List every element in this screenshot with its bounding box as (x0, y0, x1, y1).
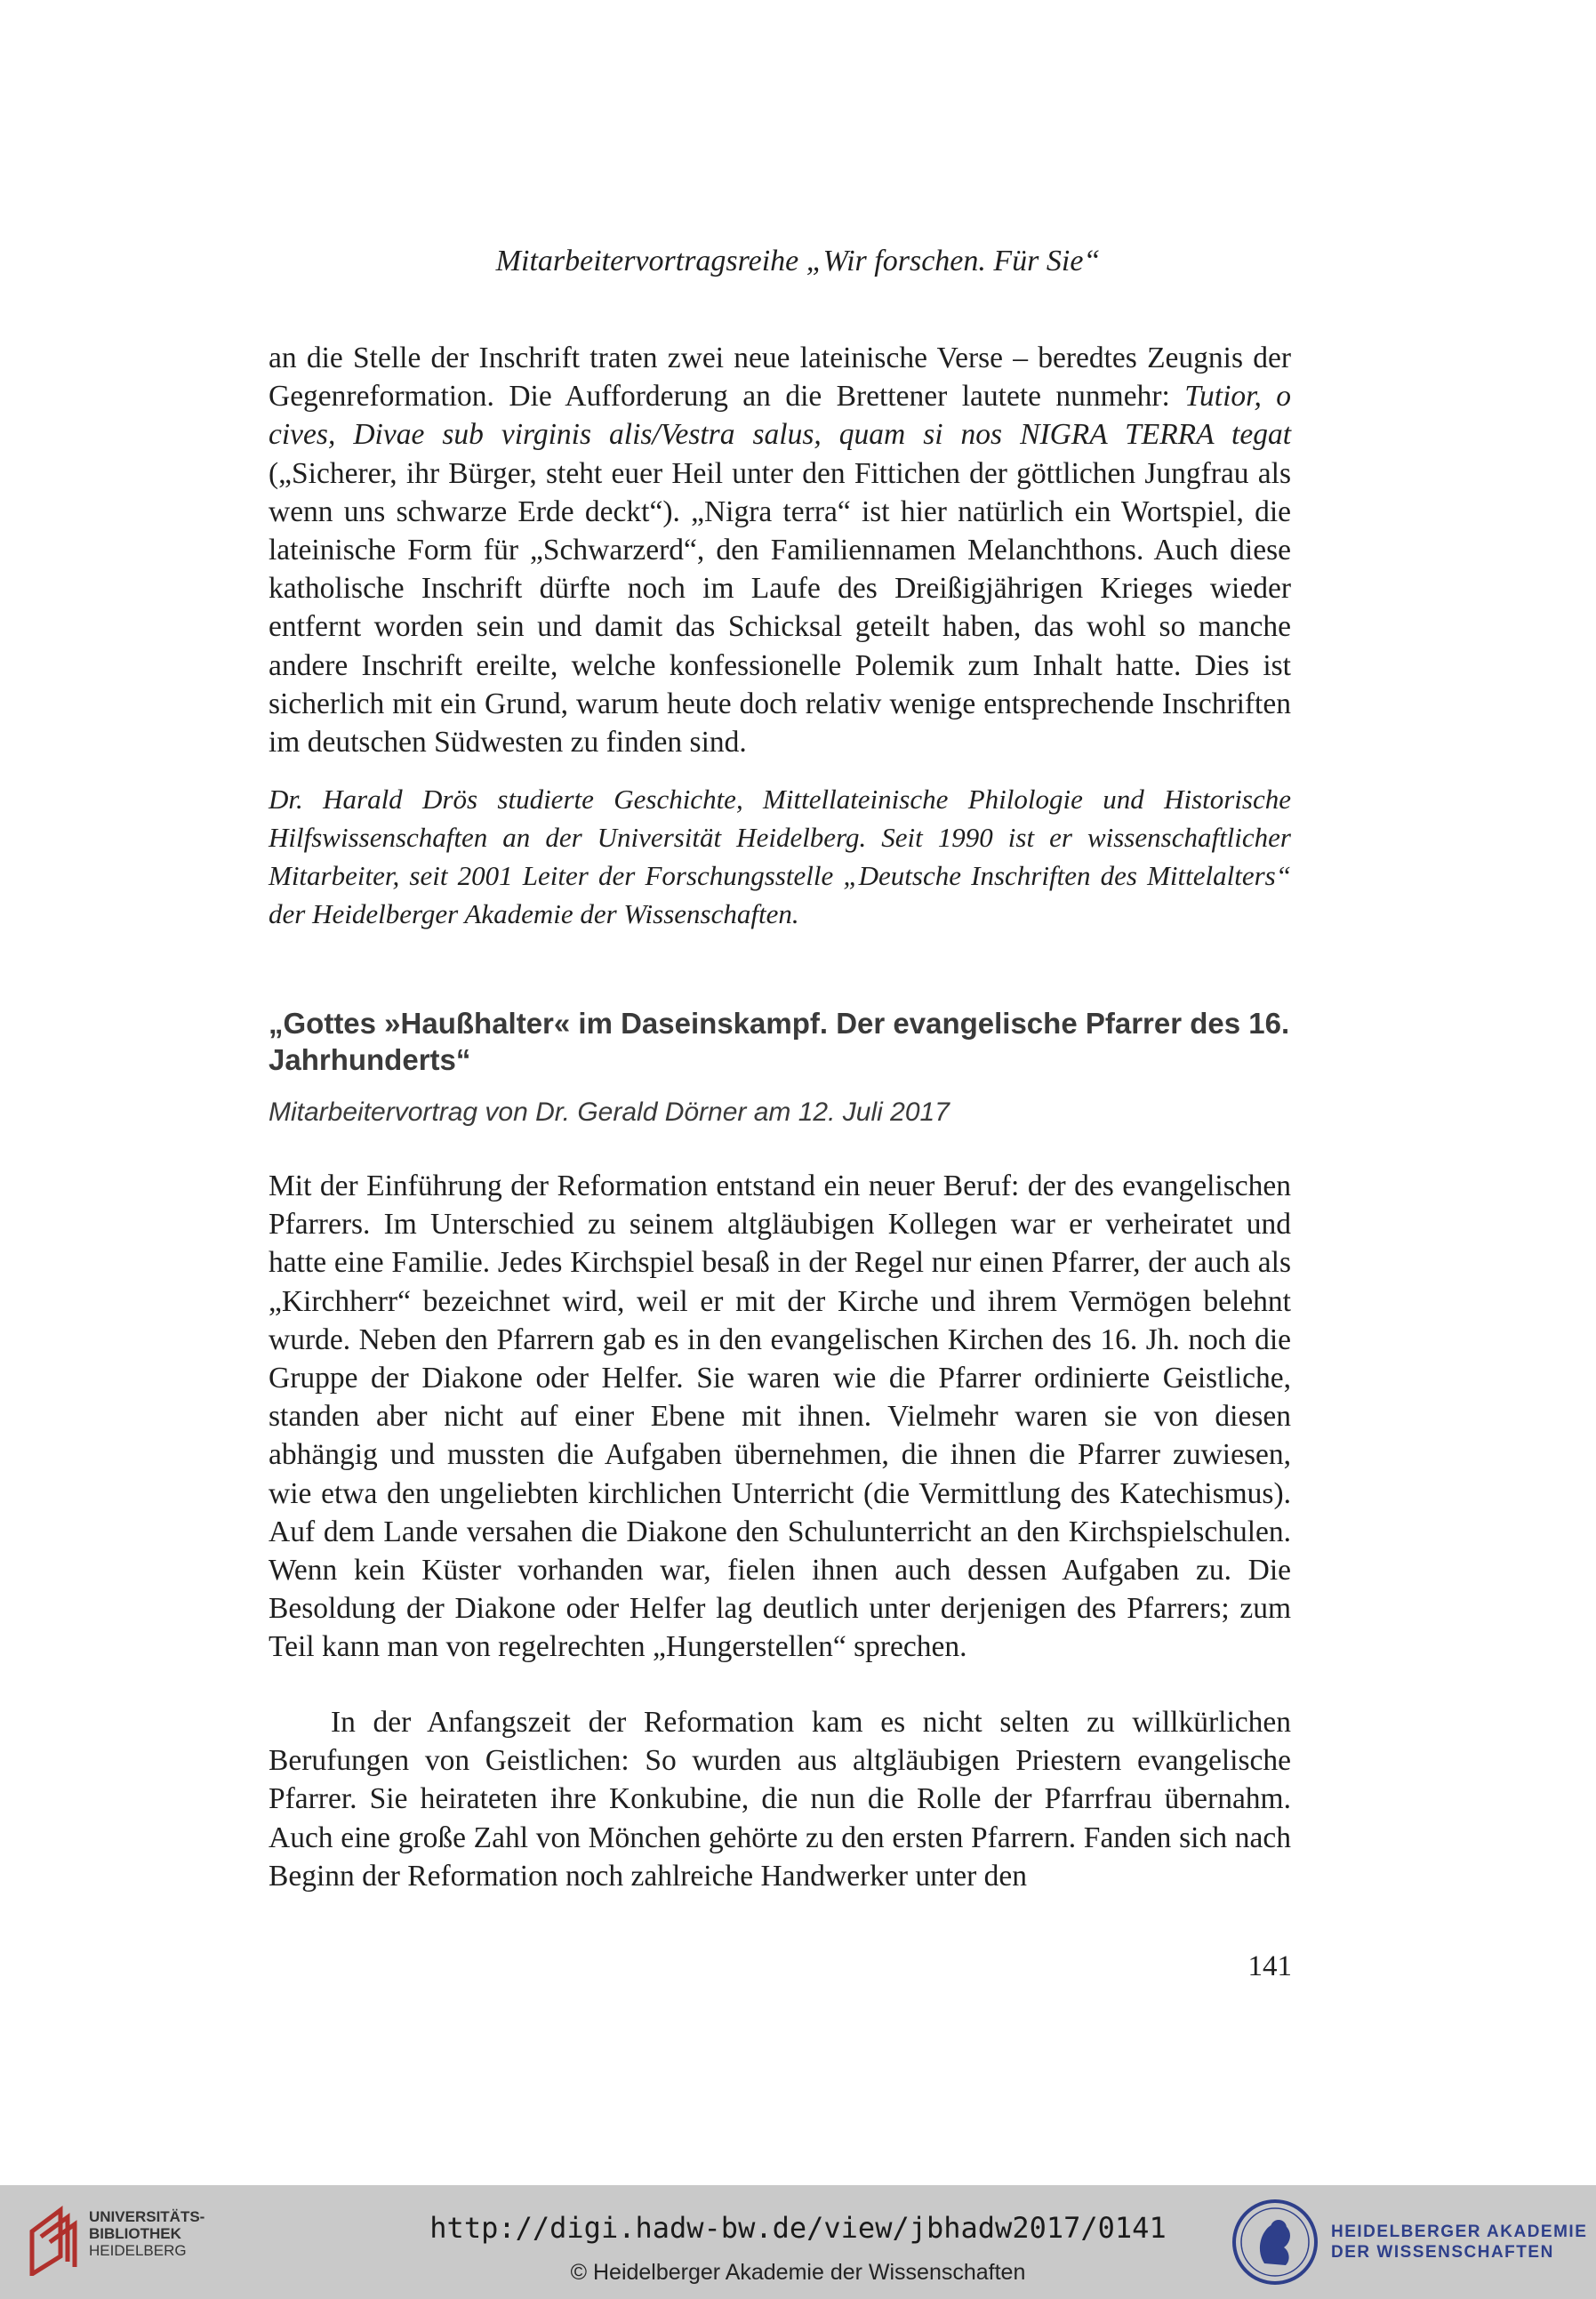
academy-seal-icon (1231, 2198, 1319, 2287)
permalink-url[interactable]: http://digi.hadw-bw.de/view/jbhadw2017/0141 (429, 2211, 1167, 2245)
article1-paragraph (269, 339, 1291, 761)
ub-line-3: HEIDELBERG (89, 2242, 187, 2259)
article2-paragraph-2: In der Anfangszeit der Reformation kam es nicht selten zu willkürlichen Berufungen von Geistlichen: So wurden aus altgläubigen Priestern evangelische Pfarrer. Sie heirateten ihre Konkubine, die nun die Rolle der Pfarrfrau übernahm. Auch eine große Zahl von Mönchen gehörte zu den ersten Pfarrern. Fanden sich nach Beginn der Reformation noch zahlreiche Handwerker unter den (269, 1706, 1291, 1893)
section-title: „Gottes »Haußhalter« im Daseinskampf. Der evangelische Pfarrer des 16. Jahrhunderts“ (269, 1007, 1290, 1076)
academy-line-2: DER WISSENSCHAFTEN (1331, 2243, 1554, 2262)
copyright-notice: © Heidelberger Akademie der Wissenschaften (570, 2260, 1026, 2285)
running-head: Mitarbeitervortragsreihe „Wir forschen. Für Sie“ (495, 245, 1101, 277)
author-bio: Dr. Harald Drös studierte Geschichte, Mittellateinische Philologie und Historische Hilfswissenschaften an der Universität Heidelberg. Seit 1990 ist er wissenschaftlicher Mitarbeiter, seit 2001 Leiter der Forschungsstelle „Deutsche Inschriften des Mittelalters“ der Heidelberger Akademie der Wissenschaften. (269, 784, 1291, 929)
footer-bar (0, 2185, 1596, 2299)
ub-line-1: UNIVERSITÄTS- (89, 2208, 205, 2225)
section-subtitle: Mitarbeitervortrag von Dr. Gerald Dörner am 12. Juli 2017 (269, 1097, 950, 1127)
article1-text-a: an die Stelle der Inschrift traten zwei neue lateinische Verse – beredtes Zeugnis der Gegenreformation. Die Aufforderung an die Brettener lautete nunmehr: (269, 342, 1291, 414)
academy-line-1: HEIDELBERGER AKADEMIE (1331, 2223, 1588, 2241)
ub-line-2: BIBLIOTHEK (89, 2225, 181, 2242)
latin-quote: Tutior, o cives, Divae sub virginis alis/Vestra salus, quam si nos NIGRA TERRA tegat (269, 380, 1291, 452)
article1-text-b: („Sicherer, ihr Bürger, steht euer Heil unter den Fittichen der göttlichen Jungfrau als wenn uns schwarze Erde deckt“). „Nigra terra“ ist hier natürlich ein Wortspiel, die lateinische Form für „Schwarzerd“, den Familiennamen Melanchthons. Auch diese katholische Inschrift dürfte noch im Laufe des Dreißigjährigen Krieges wieder entfernt worden sein und damit das Schicksal geteilt haben, das wohl so manche andere Inschrift ereilte, welche konfessionelle Polemik zum Inhalt hatte. Dies ist sicherlich mit ein Grund, warum heute doch relativ wenige entsprechende Inschriften im deutschen Südwesten zu finden sind. (269, 456, 1291, 760)
academy-wordmark (1331, 2222, 1587, 2263)
article2-paragraph-1: Mit der Einführung der Reformation entstand ein neuer Beruf: der des evangelischen Pfarrers. Im Unterschied zu seinem altgläubigen Kollegen war er verheiratet und hatte eine Familie. Jedes Kirchspiel besaß in der Regel nur einen Pfarrer, der auch als „Kirchherr“ bezeichnet wird, weil er mit der Kirche und ihrem Vermögen belehnt wurde. Neben den Pfarrern gab es in den evangelischen Kirchen des 16. Jh. noch die Gruppe der Diakone oder Helfer. Sie waren wie die Pfarrer ordinierte Geistliche, standen aber nicht auf einer Ebene mit ihnen. Vielmehr waren sie von diesen abhängig und mussten die Aufgaben übernehmen, die ihnen die Pfarrer zuwiesen, wie etwa den ungeliebten kirchlichen Unterricht (die Vermittlung des Katechismus). Auf dem Lande versahen die Diakone den Schulunterricht an den Kirchspielschulen. Wenn kein Küster vorhanden war, fielen ihnen auch dessen Aufgaben zu. Die Besoldung der Diakone oder Helfer lag deutlich unter derjenigen des Pfarrers; zum Teil kann man von regelrechten „Hungerstellen“ sprechen. (269, 1170, 1291, 1664)
page-number: 141 (1247, 1950, 1292, 1982)
